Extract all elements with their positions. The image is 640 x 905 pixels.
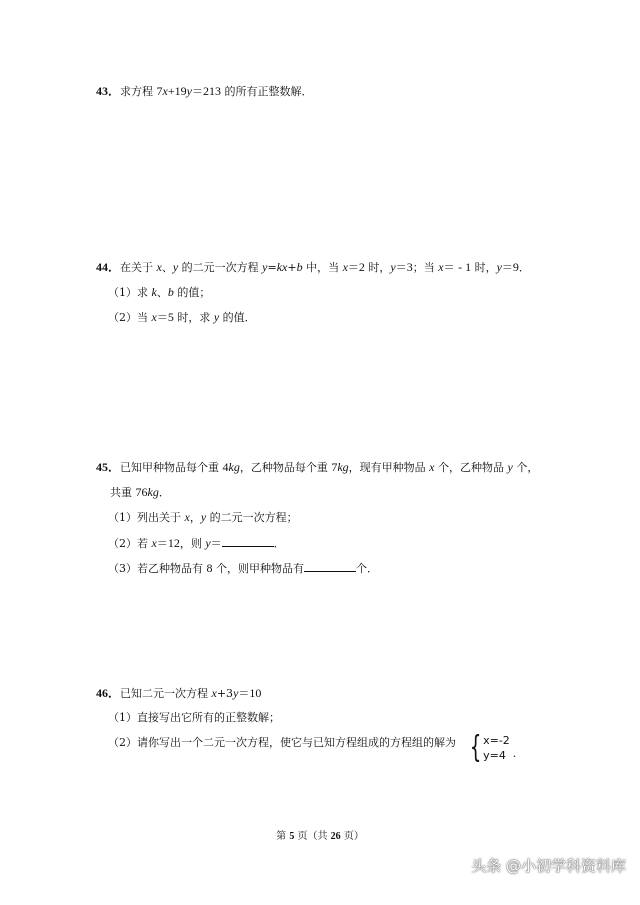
text-segment: x — [429, 460, 435, 474]
text-segment: 213 — [202, 84, 221, 98]
system-period: . — [512, 746, 517, 760]
footer-text: 页（共 — [294, 831, 331, 842]
text-segment: kx — [276, 260, 288, 274]
q46-line-3 — [108, 736, 456, 750]
text-segment: ， — [189, 511, 201, 524]
text-segment: 个． — [356, 562, 378, 575]
text-segment: x — [342, 260, 348, 274]
text-segment: 共重 — [110, 486, 136, 499]
text-segment: 3 — [406, 260, 413, 274]
text-segment: 12 — [167, 536, 180, 550]
text-segment: x — [211, 686, 217, 700]
text-segment: ＝ — [191, 85, 203, 98]
text-segment: ． — [518, 261, 530, 274]
text-segment: ＝ — [443, 261, 459, 274]
q46-line-1 — [96, 686, 261, 701]
text-segment: ，乙种物品每个重 — [239, 461, 332, 474]
text-segment: b — [296, 260, 303, 274]
question-number: 43． — [96, 84, 121, 98]
watermark: 头条 @小初学科资料库 — [471, 857, 626, 875]
text-segment: 时， — [364, 261, 391, 274]
text-segment: 10 — [249, 686, 262, 700]
text-segment: +3 — [216, 687, 234, 700]
text-segment: 个，则甲种物品有 — [212, 562, 304, 575]
text-segment: y — [262, 260, 268, 274]
text-segment: （2）当 — [108, 311, 152, 324]
text-segment: （1）列出关于 — [108, 511, 185, 524]
text-segment: y — [172, 260, 179, 274]
text-segment: kg — [228, 460, 240, 474]
text-segment: ，现有甲种物品 — [348, 461, 430, 474]
text-segment: 个，乙种物品 — [434, 461, 508, 474]
text-segment: 的二元一次方程 — [178, 261, 263, 274]
text-segment: 已知甲种物品每个重 — [120, 461, 223, 474]
q46-line-2 — [108, 711, 280, 725]
text-segment: 的所有正整数解． — [220, 85, 313, 98]
text-segment: 的二元一次方程； — [206, 511, 298, 524]
page-number: 5 — [289, 831, 295, 842]
text-segment: 求方程 — [120, 85, 157, 98]
total-pages: 26 — [330, 831, 341, 842]
q45-line-1 — [96, 460, 538, 475]
text-segment: y — [507, 460, 513, 474]
text-segment: k — [151, 285, 157, 299]
q45-line-2 — [110, 485, 170, 500]
answer-blank — [304, 560, 356, 572]
text-segment: ，则 — [179, 537, 206, 550]
text-segment: 个， — [512, 461, 539, 474]
text-segment: ＝ — [347, 261, 359, 274]
text-segment: （2）请你写出一个二元一次方程，使它与已知方程组成的方程组的解为 — [108, 736, 456, 749]
text-segment: y — [205, 536, 211, 550]
q45-line-5 — [108, 560, 378, 576]
footer-text: 第 — [276, 831, 290, 842]
question-number: 45． — [96, 460, 121, 474]
text-segment: 的值． — [219, 311, 256, 324]
text-segment: 时，求 — [173, 311, 214, 324]
text-segment: （2）若 — [108, 537, 152, 550]
q45-line-3 — [108, 510, 298, 525]
answer-blank — [222, 535, 274, 547]
page-footer — [0, 827, 640, 842]
text-segment: kg — [147, 485, 159, 499]
text-segment: 4 — [222, 460, 229, 474]
text-segment: 9 — [512, 260, 519, 274]
text-segment: ＝ — [210, 537, 222, 550]
text-segment: 中，当 — [302, 261, 343, 274]
question-number: 46． — [96, 686, 121, 700]
text-segment: 的值； — [173, 286, 211, 299]
text-segment: 7 — [156, 84, 163, 98]
text-segment: y — [390, 260, 396, 274]
text-segment: 8 — [206, 561, 213, 575]
text-segment: = — [267, 261, 277, 274]
text-segment: b — [167, 285, 174, 299]
text-segment: y — [496, 260, 502, 274]
system-row-2: y=4 — [483, 749, 506, 762]
text-segment: 7 — [331, 460, 338, 474]
text-segment: （1）求 — [108, 286, 152, 299]
q44-line-1 — [96, 260, 530, 275]
text-segment: ． — [273, 537, 285, 550]
text-segment: x — [438, 260, 444, 274]
text-segment: x — [151, 310, 157, 324]
text-segment: ＝ — [238, 687, 250, 700]
q45-line-4 — [108, 535, 285, 551]
text-segment: x — [162, 84, 168, 98]
text-segment: 时， — [471, 261, 497, 274]
question-number: 44． — [96, 260, 121, 274]
text-segment: 2 — [358, 260, 365, 274]
text-segment: ；当 — [412, 261, 439, 274]
text-segment: y — [233, 686, 239, 700]
text-segment: （1）直接写出它所有的正整数解； — [108, 711, 280, 724]
text-segment: 、 — [156, 286, 168, 299]
left-brace: { — [469, 730, 482, 765]
text-segment: ＝ — [156, 537, 168, 550]
text-segment: x — [151, 536, 157, 550]
system-row-1: x=-2 — [483, 734, 510, 747]
text-segment: x — [156, 260, 162, 274]
text-segment: +19 — [167, 84, 187, 98]
text-segment: + — [287, 261, 297, 274]
text-segment: kg — [337, 460, 349, 474]
q44-line-2 — [108, 285, 210, 300]
text-segment: 5 — [167, 310, 174, 324]
text-segment: - 1 — [458, 260, 472, 274]
q44-line-3 — [108, 310, 256, 325]
text-segment: ＝ — [395, 261, 407, 274]
text-segment: （3）若乙种物品有 — [108, 562, 207, 575]
equation-system — [466, 730, 517, 765]
text-segment: 、 — [161, 261, 173, 274]
text-segment: 已知二元一次方程 — [120, 687, 212, 700]
text-segment: y — [213, 310, 220, 324]
text-segment: x — [184, 510, 190, 524]
text-segment: 在关于 — [120, 261, 157, 274]
text-segment: y — [186, 84, 192, 98]
text-segment: y — [200, 510, 207, 524]
text-segment: ＝ — [156, 311, 168, 324]
q43-line-1 — [96, 84, 312, 99]
text-segment: ． — [158, 486, 170, 499]
text-segment: ＝ — [501, 261, 513, 274]
text-segment: 76 — [135, 485, 148, 499]
footer-text: 页） — [340, 831, 364, 842]
